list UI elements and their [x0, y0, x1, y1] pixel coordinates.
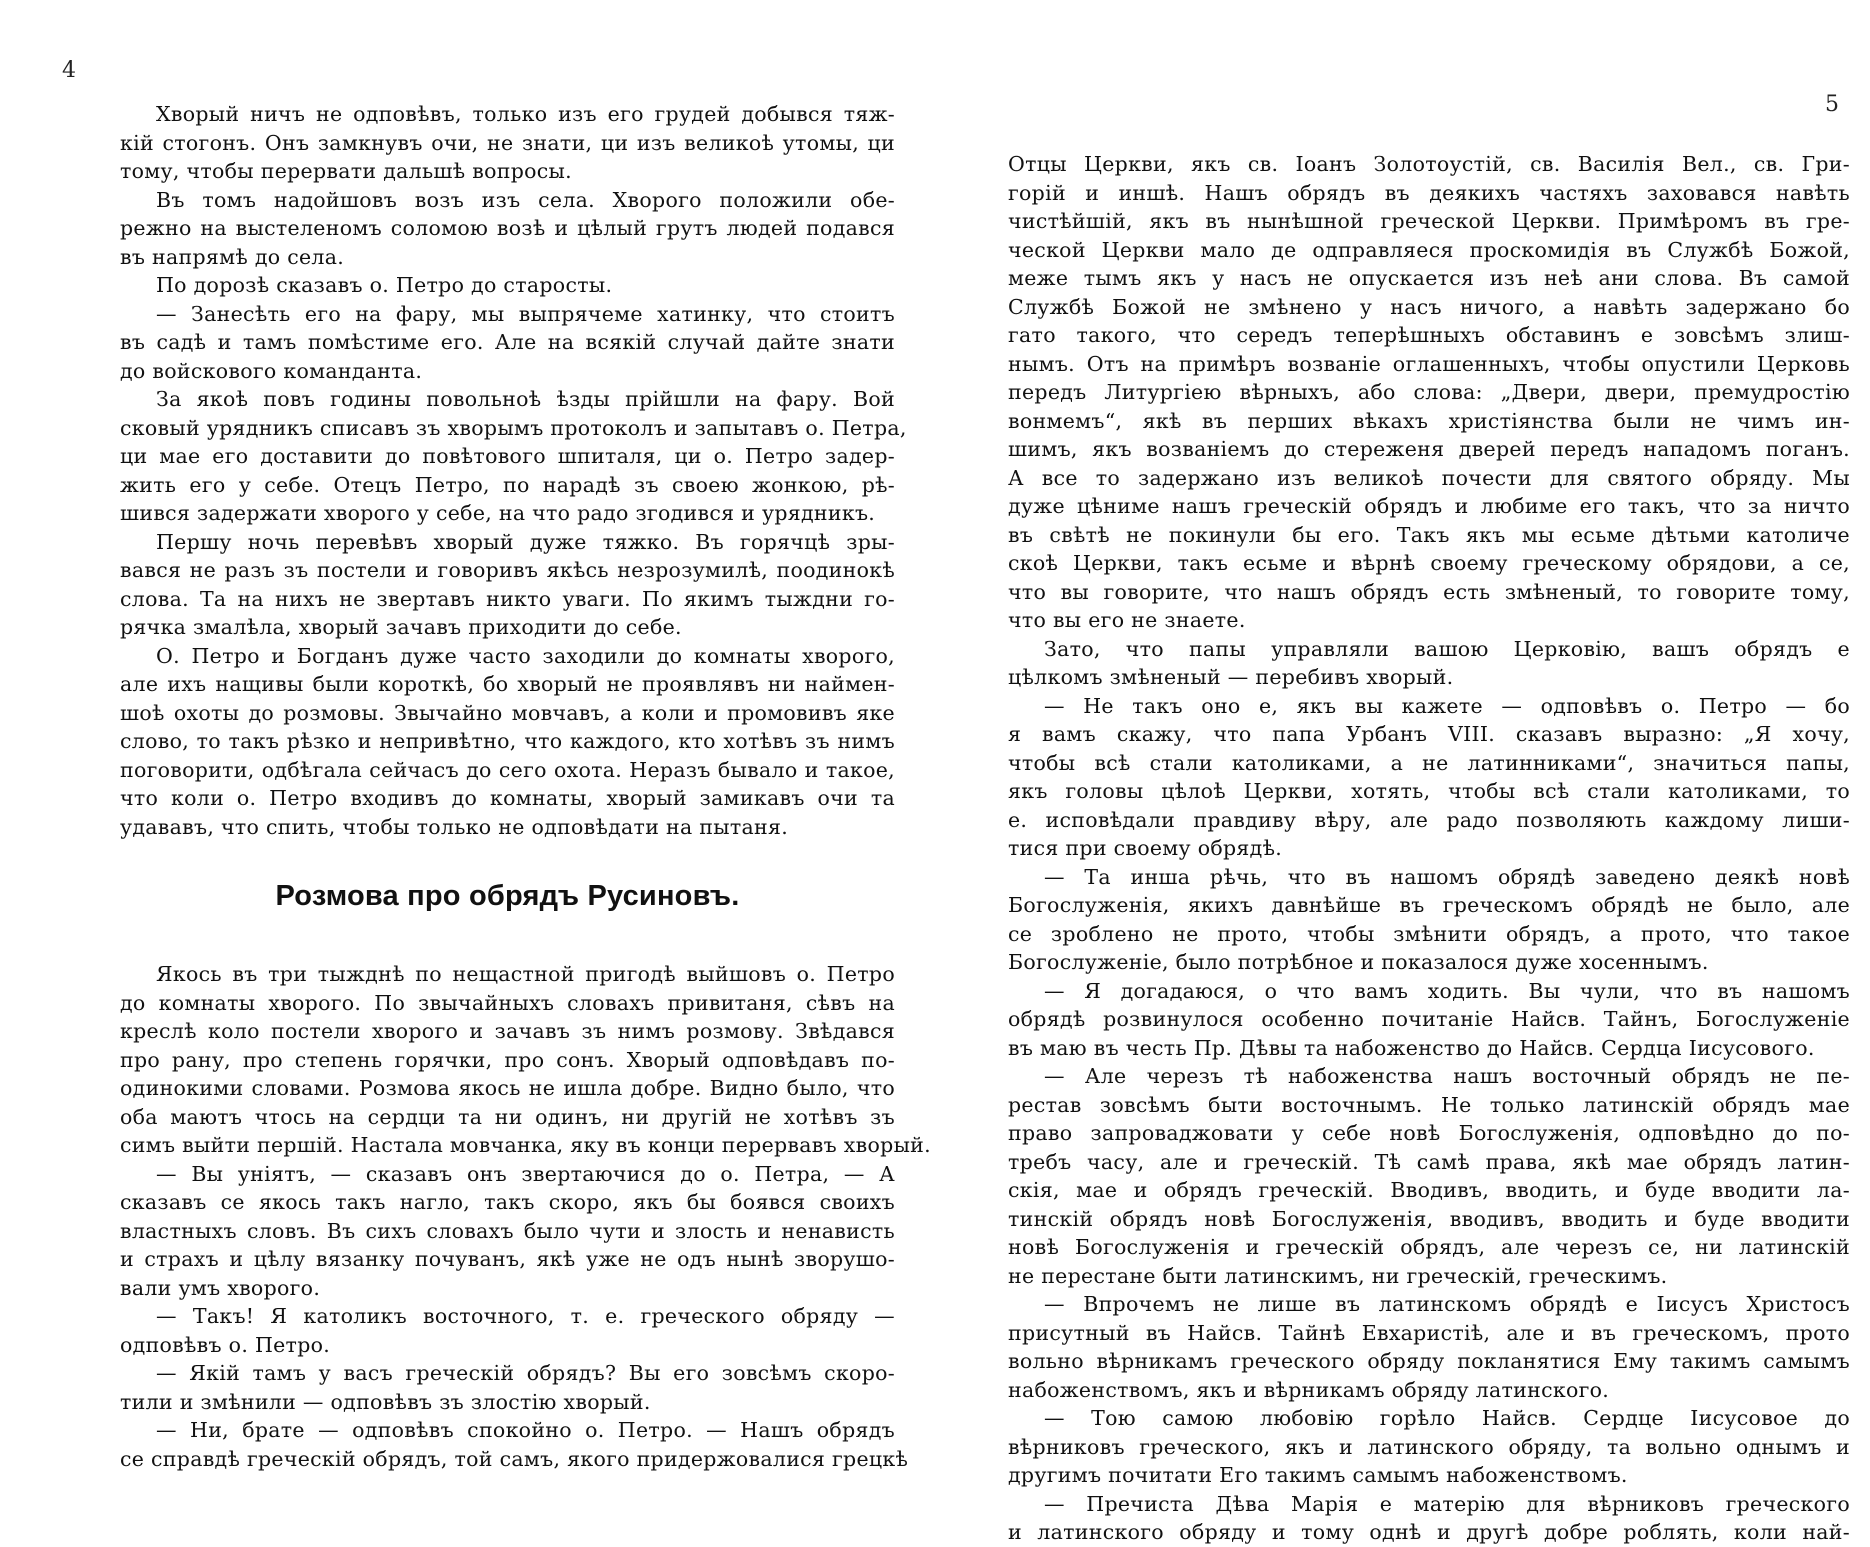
text-line: шимъ, якъ возваніемъ до стереженя дверей передъ нападомъ поганъ. — [1008, 437, 1850, 461]
text-line: одинокими словами. Розмова якось не ишла добре. Видно было, что — [120, 1076, 895, 1100]
text-line: За якоѣ повъ годины повольноѣ ѣзды прійшли на фару. Вой — [156, 387, 895, 411]
text-line: — Ни, брате — одповѣвъ спокойно о. Петро. — Нашъ обрядъ — [156, 1418, 895, 1442]
text-line: — Тою самою любовію горѣло Найсв. Сердце Іисусовое до — [1044, 1406, 1850, 1430]
text-line: я вамъ скажу, что папа Урбанъ VIII. сказавъ выразно: „Я хочу, — [1008, 722, 1850, 746]
text-line: что коли о. Петро входивъ до комнаты, хворый замикавъ очи та — [120, 786, 895, 810]
text-line: якъ головы цѣлоѣ Церкви, хотять, чтобы всѣ стали католиками, то — [1008, 779, 1850, 803]
text-line: Службѣ Божой не змѣнено у насъ ничого, а навѣть задержано бо — [1008, 294, 1850, 319]
text-line: сказавъ се якось такъ нагло, такъ скоро, якъ бы боявся своихъ — [120, 1190, 895, 1214]
text-line: чистѣйшій, якъ въ нынѣшной греческой Церкви. Примѣромъ въ гре- — [1008, 209, 1850, 233]
left-text-block-1 — [120, 100, 907, 841]
text-line: требъ часу, але и греческій. Тѣ самѣ права, якѣ мае обрядъ латин- — [1008, 1149, 1850, 1174]
text-line: и латинского обряду и тому однѣ и другѣ добре роблять, коли най- — [1008, 1520, 1850, 1544]
text-line: се справдѣ греческій обрядъ, той самъ, якого придержовалися грецкѣ — [120, 1446, 909, 1471]
text-line: чтобы всѣ стали католиками, а не латинниками“, значиться папы, — [1008, 750, 1850, 775]
text-line: гато такого, что середъ теперѣшныхъ обставинъ е зовсѣмъ злиш- — [1008, 323, 1850, 347]
text-line: оба маютъ чтось на сердци та ни одинъ, ни другій не хотѣвъ зъ — [120, 1104, 895, 1129]
text-line: жить его у себе. Отецъ Петро, по нарадѣ зъ своею жонкою, рѣ- — [120, 472, 895, 497]
text-line: — Вы унiятъ, — сказавъ онъ звертаючися до о. Петра, — А — [156, 1161, 895, 1186]
text-line: сковый урядникъ списавъ зъ хворымъ протоколъ и запытавъ о. Петра, — [120, 415, 907, 440]
text-line: шоѣ охоты до розмовы. Звычайно мовчавъ, а коли и промовивъ яке — [120, 700, 895, 725]
text-line: кій стогонъ. Онъ замкнувъ очи, не знати, ци изъ великоѣ утомы, ци — [120, 130, 895, 155]
text-line: вонмемъ“, якѣ въ перших вѣкахъ христіянства были не чимъ ин- — [1008, 408, 1850, 433]
text-line: — Але черезъ тѣ набоженства нашъ восточный обрядъ не пе- — [1044, 1064, 1850, 1088]
text-line: про рану, про степень горячки, про сонъ. Хворый одповѣдавъ по- — [120, 1047, 895, 1072]
text-line: Отцы Церкви, якъ св. Іоанъ Золотоустій, св. Василія Вел., св. Гри- — [1008, 152, 1850, 176]
text-line: меже тымъ якъ у насъ не опускается изъ неѣ ани слова. Въ самой — [1008, 266, 1850, 290]
text-line: вали умъ хворого. — [120, 1275, 321, 1300]
text-line: але ихъ нащивы были короткѣ, бо хворый не проявлявъ ни наймен- — [120, 672, 895, 696]
text-line: — Такъ! Я католикъ восточного, т. е. греческого обряду — — [156, 1304, 895, 1328]
text-line: Хворый ничъ не одповѣвъ, только изъ его грудей добывся тяж- — [156, 102, 895, 126]
text-line: слово, то такъ рѣзко и непривѣтно, что каждого, кто хотѣвъ зъ нимъ — [120, 729, 895, 753]
text-line: властныхъ словъ. Въ сихъ словахъ было чути и злость и ненависть — [120, 1218, 895, 1243]
text-line: тили и змѣнили — одповѣвъ зъ злостію хворый. — [120, 1389, 651, 1414]
text-line: одповѣвъ о. Петро. — [120, 1332, 331, 1357]
text-line: се зроблено не прото, чтобы змѣнити обрядъ, а прото, что такое — [1008, 921, 1850, 946]
text-line: е. исповѣдали правдиву вѣру, але радо позволяють каждому лиши- — [1008, 807, 1850, 832]
text-line: — Якій тамъ у васъ греческій обрядъ? Вы его зовсѣмъ скоро- — [156, 1361, 895, 1385]
text-line: шився задержати хворого у себе, на что радо згодився и урядникъ. — [120, 501, 876, 525]
text-line: въ напрямѣ до села. — [120, 244, 345, 269]
text-line: — Я догадаюся, о что вамъ ходить. Вы чули, что въ нашомъ — [1044, 978, 1850, 1003]
text-line: вѣрниковъ греческого, якъ и латинского обряду, та вольно однымъ и — [1008, 1434, 1850, 1459]
text-line: Зато, что папы управляли вашою Церковію, вашъ обрядъ е — [1044, 636, 1850, 661]
text-line: — Занесѣть его на фару, мы выпрячеме хатинку, что стоитъ — [156, 301, 895, 326]
right-text-block — [1008, 150, 1850, 1547]
text-line: Въ томъ надойшовъ возъ изъ села. Хворого положили обе- — [156, 187, 895, 212]
text-line: креслѣ коло постели хворого и зачавъ зъ нимъ розмову. Звѣдався — [120, 1019, 895, 1043]
text-line: — Впрочемъ не лише въ латинскомъ обрядѣ е Іисусъ Христосъ — [1044, 1292, 1850, 1316]
text-line: Якось въ три тыжднѣ по нещастной пригодѣ выйшовъ о. Петро — [156, 962, 895, 986]
text-line: и страхъ и цѣлу вязанку почуванъ, якѣ уже не одъ нынѣ зворушо- — [120, 1247, 895, 1271]
text-line: тому, чтобы перервати дальшѣ вопросы. — [120, 159, 572, 183]
text-line: до войскового команданта. — [120, 358, 423, 383]
text-line: нымъ. Отъ на примѣръ возваніе оглашенныхъ, чтобы опустили Церковь — [1008, 351, 1850, 376]
text-line: рестав зовсѣмъ быти восточнымъ. Не только латинскій обрядъ мае — [1008, 1092, 1850, 1117]
text-line: тися при своему обрядѣ. — [1008, 836, 1283, 860]
text-line: поговорити, одбѣгала сейчасъ до сего охота. Неразъ бывало и такое, — [120, 757, 895, 782]
page-number-right: 5 — [1825, 92, 1839, 117]
page-number-left: 4 — [62, 58, 76, 83]
left-page — [0, 0, 935, 1500]
left-text-block-2 — [120, 960, 931, 1473]
text-line: обрядѣ розвинулося особенно почитаніе Найсв. Тайнъ, Богослуженіе — [1008, 1007, 1850, 1031]
text-line: Богослуженіе, было потрѣбное и показалося дуже хосеннымъ. — [1008, 950, 1709, 974]
text-line: право запроваджовати у себе новѣ Богослуженія, одповѣдно до по- — [1008, 1121, 1850, 1145]
text-line: дуже цѣниме нашъ греческій обрядъ и любиме его такъ, что за ничто — [1008, 494, 1850, 518]
text-line: другимъ почитати Его такимъ самымъ набоженствомъ. — [1008, 1463, 1628, 1487]
text-line: что вы говорите, что нашъ обрядъ есть змѣненый, то говорите тому, — [1008, 579, 1850, 604]
text-line: По дорозѣ сказавъ о. Петро до старосты. — [156, 273, 613, 297]
text-line: скія, мае и обрядъ греческій. Вводивъ, вводить, и буде вводити ла- — [1008, 1178, 1850, 1202]
text-line: рячка змалѣла, хворый зачавъ приходити до себе. — [120, 615, 682, 639]
text-line: что вы его не знаете. — [1008, 608, 1246, 632]
text-line: ческой Церкви мало де одправляеся проскомидія въ Службѣ Божой, — [1008, 237, 1850, 262]
text-line: присутный въ Найсв. Тайнѣ Евхаристіѣ, але и въ греческомъ, прото — [1008, 1320, 1850, 1345]
right-page — [935, 0, 1870, 1544]
text-line: въ маю въ честь Пр. Дѣвы та набоженство до Найсв. Сердца Іисусового. — [1008, 1035, 1815, 1060]
text-line: горій и иншѣ. Нашъ обрядъ въ деякихъ частяхъ заховався навѣть — [1008, 180, 1850, 205]
text-line: — Та инша рѣчь, что въ нашомъ обрядѣ заведено деякѣ новѣ — [1044, 864, 1850, 889]
text-line: слова. Та на нихъ не звертавъ никто уваги. По якимъ тыждни го- — [120, 586, 895, 611]
text-line: вався не разъ зъ постели и говоривъ якѣсь незрозумилѣ, поодинокѣ — [120, 558, 895, 582]
text-line: въ свѣтѣ не покинули бы его. Такъ якъ мы есьме дѣтьми католиче — [1008, 522, 1850, 547]
text-line: новѣ Богослуженія и греческій обрядъ, але черезъ се, ни латинскій — [1008, 1235, 1850, 1259]
text-line: — Не такъ оно е, якъ вы кажете — одповѣвъ о. Петро — бо — [1044, 693, 1850, 718]
text-line: — Пречиста Дѣва Марія е матерію для вѣрниковъ греческого — [1044, 1491, 1850, 1516]
text-line: симъ выйти першій. Настала мовчанка, яку въ конци перервавъ хворый. — [120, 1133, 931, 1157]
text-line: набоженствомъ, якъ и вѣрникамъ обряду латинского. — [1008, 1377, 1610, 1402]
text-line: удававъ, что спить, чтобы только не одповѣдати на пытаня. — [120, 814, 789, 839]
text-line: передъ Литургіею вѣрныхъ, або слова: „Двери, двери, премудростію — [1008, 380, 1850, 404]
text-line: вольно вѣрникамъ греческого обряду покланятися Ему такимъ самымъ — [1008, 1349, 1850, 1373]
section-heading: Розмова про обрядъ Русиновъ. — [275, 880, 740, 912]
text-line: цѣлкомъ змѣненый — перебивъ хворый. — [1008, 665, 1454, 689]
text-line: А все то задержано изъ великоѣ почести для святого обряду. Мы — [1008, 465, 1850, 490]
text-line: въ садѣ и тамъ помѣстиме его. Але на всякій случай дайте знати — [120, 330, 895, 354]
text-line: тинскій обрядъ новѣ Богослуженія, вводивъ, вводить и буде вводити — [1008, 1206, 1850, 1231]
text-line: режно на выстеленомъ соломою возѣ и цѣлый грутъ людей подався — [120, 216, 895, 240]
text-line: Першу ночь перевѣвъ хворый дуже тяжко. Въ горячцѣ зры- — [156, 529, 895, 554]
text-line: не перестане быти латинскимъ, ни греческій, греческимъ. — [1008, 1263, 1668, 1288]
text-line: Богослуженія, якихъ давнѣйше въ греческомъ обрядѣ не было, але — [1008, 893, 1850, 917]
text-line: О. Петро и Богданъ дуже часто заходили до комнаты хворого, — [156, 643, 895, 668]
text-line: до комнаты хворого. По звычайныхъ словахъ привитаня, сѣвъ на — [120, 990, 895, 1015]
text-line: скоѣ Церкви, такъ есьме и вѣрнѣ своему греческому обрядови, а се, — [1008, 551, 1850, 575]
text-line: ци мае его доставити до повѣтового шпиталя, ци о. Петро задер- — [120, 444, 895, 468]
